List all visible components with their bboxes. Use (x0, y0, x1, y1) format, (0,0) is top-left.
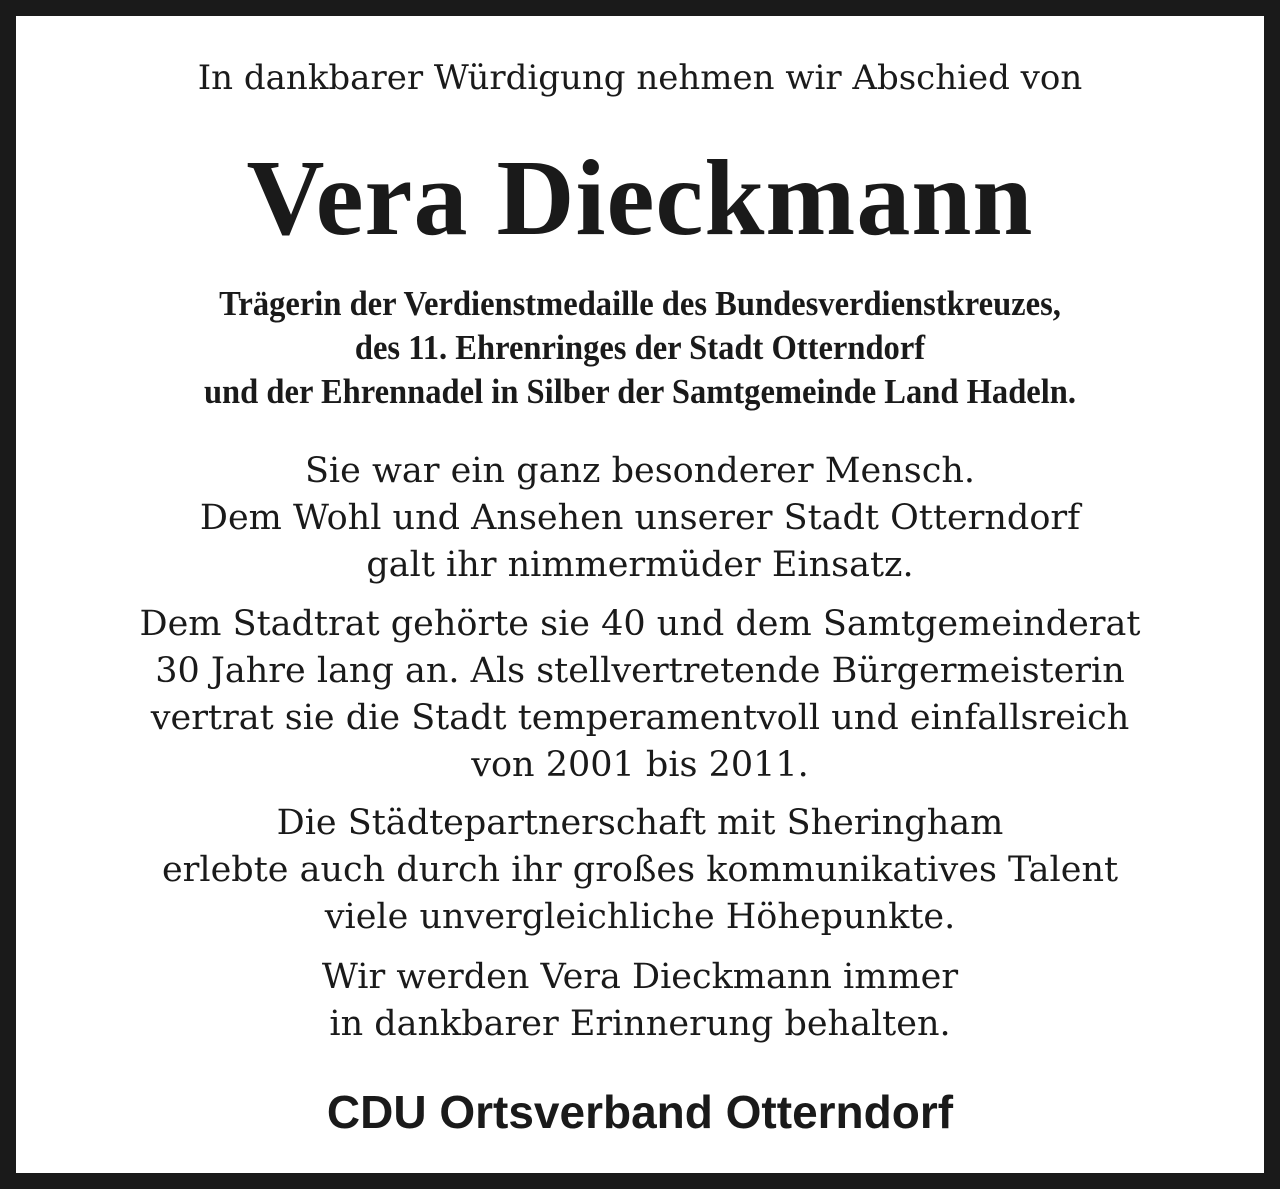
honor-line: und der Ehrennadel in Silber der Samtgemeinde Land Hadeln. (203, 372, 1077, 411)
text-line: Sie war ein ganz besonderer Mensch. (304, 451, 976, 491)
text-line: galt ihr nimmermüder Einsatz. (366, 545, 914, 585)
deceased-name: Vera Dieckmann (246, 139, 1034, 258)
text-line: Die Städtepartnerschaft mit Sheringham (276, 803, 1004, 843)
paragraph-partnership (16, 800, 1264, 941)
honor-line: Trägerin der Verdienstmedaille des Bundesverdienstkreuzes, (219, 284, 1061, 323)
text-line: Wir werden Vera Dieckmann immer (321, 957, 959, 997)
intro-line: In dankbarer Würdigung nehmen wir Abschied von (197, 58, 1083, 98)
text-line: Dem Stadtrat gehörte sie 40 und dem Samtgemeinderat (139, 604, 1141, 644)
text-line: 30 Jahre lang an. Als stellvertretende Bürgermeisterin (155, 651, 1125, 691)
paragraph-council-service (16, 601, 1264, 789)
honor-line: des 11. Ehrenringes der Stadt Otterndorf (354, 328, 926, 367)
honors-block (60, 282, 1221, 414)
text-line: vertrat sie die Stadt temperamentvoll und einfallsreich (150, 698, 1130, 738)
signature-organization: CDU Ortsverband Otterndorf (326, 1086, 954, 1138)
text-line: erlebte auch durch ihr großes kommunikatives Talent (161, 850, 1119, 890)
text-line: von 2001 bis 2011. (471, 745, 809, 785)
text-line: viele unvergleichliche Höhepunkte. (324, 897, 956, 937)
paragraph-tribute (16, 448, 1264, 589)
text-line: Dem Wohl und Ansehen unserer Stadt Otterndorf (199, 498, 1081, 538)
paragraph-remembrance (16, 954, 1264, 1048)
text-line: in dankbarer Erinnerung behalten. (329, 1004, 951, 1044)
